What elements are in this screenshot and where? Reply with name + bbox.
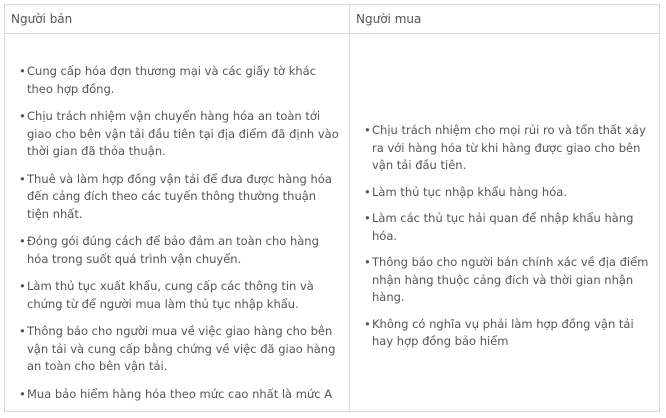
item-text: Không có nghĩa vụ phải làm hợp đồng vận tải hay hợp đồng bảo hiểm — [372, 316, 634, 348]
bullet-icon: • — [19, 234, 26, 248]
list-item — [19, 108, 341, 161]
item-text: Làm thủ tục nhập khẩu hàng hóa. — [372, 184, 567, 199]
item-text: Làm thủ tục xuất khẩu, cung cấp các thông tin và chứng từ để người mua làm thủ tục nhập khẩu. — [27, 279, 314, 311]
buyer-column — [350, 34, 659, 413]
list-item — [19, 63, 341, 98]
list-item — [19, 233, 341, 268]
bullet-icon: • — [19, 279, 26, 293]
item-text: Cung cấp hóa đơn thương mại và các giấy tờ khác theo hợp đồng. — [27, 64, 317, 96]
bullet-icon: • — [364, 184, 371, 199]
bullet-icon: • — [19, 64, 26, 78]
list-item — [364, 254, 653, 307]
list-item — [19, 386, 341, 404]
item-text: Thông báo cho người mua về việc giao hàng cho bên vận tải và cung cấp bằng chứng về việc đã giao hàng an toàn cho bên vận tải. — [27, 324, 336, 373]
item-text: Thuê và làm hợp đồng vận tải để đưa được hàng hóa đến cảng đích theo các tuyến thông thường thuận tiện nhất. — [27, 171, 332, 221]
item-text: Đóng gói đúng cách để bảo đảm an toàn cho hàng hóa trong suốt quá trình vận chuyển. — [27, 234, 319, 266]
item-text: Chịu trách nhiệm vận chuyển hàng hóa an toàn tới giao cho bên vận tải đầu tiên tại địa điểm đã định vào thời gian đã thỏa thuận. — [27, 109, 339, 158]
list-item — [19, 323, 341, 376]
bullet-icon: • — [19, 171, 26, 186]
bullet-icon: • — [19, 324, 26, 338]
item-text: Chịu trách nhiệm cho mọi rủi ro và tổn thất xảy ra với hàng hóa từ khi hàng được giao cho bên vận tải đầu tiên. — [372, 123, 646, 172]
bullet-icon: • — [364, 255, 371, 269]
item-text: Làm các thủ tục hải quan để nhập khẩu hàng hóa. — [372, 211, 634, 243]
list-item — [364, 184, 653, 202]
list-item — [19, 278, 341, 313]
list-item — [364, 122, 653, 175]
bullet-icon: • — [364, 316, 371, 331]
list-item — [364, 316, 653, 351]
item-text: Thông báo cho người bán chính xác về địa điểm nhận hàng thuộc cảng đích và thời gian nhận hàng. — [372, 255, 649, 304]
seller-list — [19, 63, 341, 403]
list-item — [364, 210, 653, 245]
bullet-icon: • — [364, 123, 371, 137]
obligations-table — [4, 4, 660, 412]
seller-column — [5, 34, 350, 413]
bullet-icon: • — [19, 386, 26, 401]
header-buyer: Người mua — [350, 5, 659, 34]
list-item — [19, 171, 341, 224]
bullet-icon: • — [19, 109, 26, 123]
header-seller: Người bán — [5, 5, 350, 34]
item-text: Mua bảo hiểm hàng hóa theo mức cao nhất là mức A — [27, 386, 333, 401]
buyer-list — [364, 122, 653, 351]
bullet-icon: • — [364, 211, 371, 225]
